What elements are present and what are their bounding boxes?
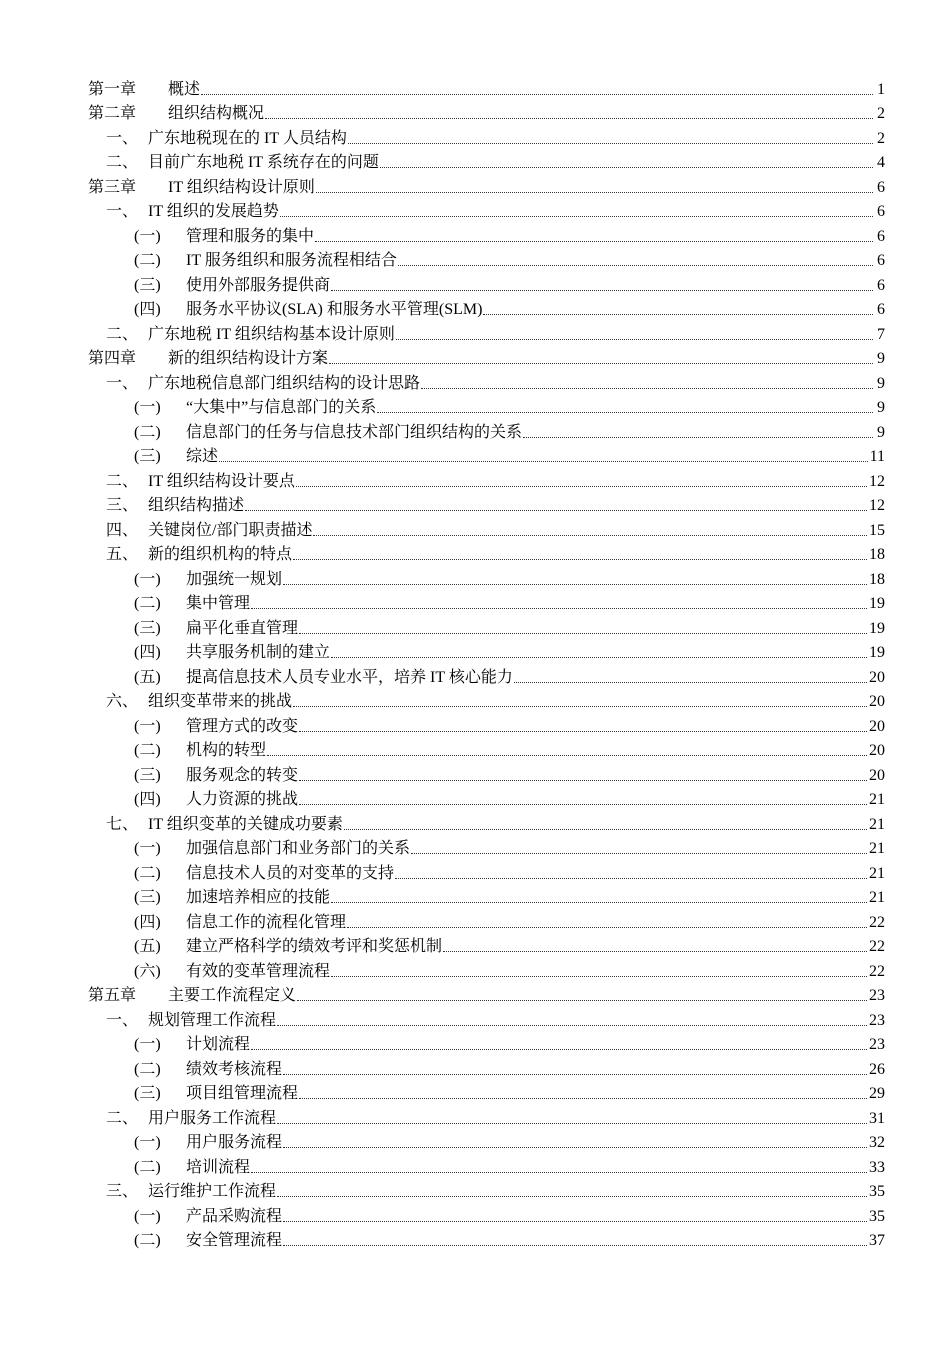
toc-entry-page-number: 6 — [877, 276, 885, 294]
toc-dot-leader — [299, 779, 867, 781]
toc-entry-page-number: 4 — [877, 154, 885, 171]
toc-entry-title: 广东地税信息部门组织结构的设计思路 — [148, 374, 421, 392]
toc-entry-page-number: 18 — [869, 546, 885, 563]
toc-entry-page-number: 9 — [877, 374, 885, 392]
toc-entry-page-number: 23 — [869, 987, 885, 1004]
toc-entry-page-number: 15 — [869, 521, 885, 539]
toc-dot-leader — [421, 387, 873, 389]
toc-entry[interactable] — [0, 1030, 885, 1055]
toc-entry[interactable] — [0, 74, 885, 99]
toc-entry-page-number: 6 — [877, 178, 885, 196]
toc-entry[interactable] — [0, 858, 885, 883]
toc-dot-leader — [344, 828, 867, 830]
toc-entry-number: 第二章 — [88, 105, 137, 122]
toc-dot-leader — [265, 117, 873, 119]
toc-entry-page-number: 35 — [869, 1183, 885, 1200]
toc-entry[interactable] — [0, 246, 885, 271]
toc-entry-number: (一) — [134, 1036, 161, 1053]
toc-entry[interactable] — [0, 1201, 885, 1226]
toc-dot-leader — [396, 338, 873, 340]
toc-entry[interactable] — [0, 785, 885, 810]
toc-entry-number: (四) — [134, 644, 161, 661]
toc-entry-number: (一) — [134, 227, 161, 245]
toc-entry-page-number: 12 — [869, 497, 885, 514]
toc-entry[interactable] — [0, 466, 885, 491]
toc-entry-number: 第一章 — [88, 80, 137, 98]
toc-entry[interactable] — [0, 1005, 885, 1030]
toc-entry-number: (三) — [134, 276, 161, 294]
toc-entry-title: 使用外部服务提供商 — [186, 276, 331, 294]
toc-entry-title: 组织结构概况 — [168, 105, 265, 122]
toc-dot-leader — [296, 485, 867, 487]
toc-entry-title: 人力资源的挑战 — [186, 791, 299, 808]
table-of-contents — [0, 74, 950, 1250]
toc-entry-page-number: 35 — [869, 1207, 885, 1225]
toc-entry[interactable] — [0, 491, 885, 516]
toc-entry-page-number: 19 — [869, 595, 885, 612]
toc-entry-number: (一) — [134, 1134, 161, 1151]
toc-entry-title: 管理和服务的集中 — [186, 227, 315, 245]
toc-entry-title: 目前广东地税 IT 系统存在的问题 — [148, 154, 379, 171]
toc-entry-title: 服务水平协议(SLA) 和服务水平管理(SLM) — [186, 301, 483, 318]
toc-dot-leader — [348, 142, 873, 144]
toc-entry-title: 培训流程 — [186, 1158, 251, 1176]
toc-entry[interactable] — [0, 540, 885, 565]
toc-entry[interactable] — [0, 123, 885, 148]
toc-entry-title: “大集中”与信息部门的关系 — [186, 399, 377, 416]
toc-entry-number: (二) — [134, 252, 161, 269]
toc-entry-number: (一) — [134, 717, 161, 735]
toc-entry-page-number: 29 — [869, 1085, 885, 1102]
toc-entry[interactable] — [0, 344, 885, 369]
toc-entry[interactable] — [0, 932, 885, 957]
toc-entry[interactable] — [0, 736, 885, 761]
toc-dot-leader — [316, 191, 873, 193]
toc-entry[interactable] — [0, 1226, 885, 1251]
toc-entry-title: 有效的变革管理流程 — [186, 962, 331, 980]
toc-entry[interactable] — [0, 1103, 885, 1128]
toc-dot-leader — [297, 999, 867, 1001]
toc-entry-number: (一) — [134, 840, 161, 857]
toc-entry-title: 广东地税 IT 组织结构基本设计原则 — [148, 325, 395, 343]
toc-entry[interactable] — [0, 515, 885, 540]
toc-entry[interactable] — [0, 589, 885, 614]
toc-entry-page-number: 20 — [869, 742, 885, 759]
toc-dot-leader — [283, 1073, 867, 1075]
toc-dot-leader — [251, 607, 867, 609]
toc-entry-title: 用户服务流程 — [186, 1134, 283, 1151]
toc-dot-leader — [299, 730, 867, 732]
toc-entry-page-number: 2 — [877, 129, 885, 147]
toc-entry-number: (二) — [134, 742, 161, 759]
toc-entry[interactable] — [0, 711, 885, 736]
toc-entry-title: 主要工作流程定义 — [168, 987, 297, 1004]
toc-entry-page-number: 21 — [869, 791, 885, 808]
toc-entry-number: 一、 — [106, 203, 139, 220]
toc-entry[interactable] — [0, 1152, 885, 1177]
toc-entry-title: 信息技术人员的对变革的支持 — [186, 864, 395, 882]
toc-entry-title: IT 服务组织和服务流程相结合 — [186, 252, 397, 269]
toc-entry-page-number: 20 — [869, 693, 885, 710]
toc-entry[interactable] — [0, 221, 885, 246]
toc-entry[interactable] — [0, 1054, 885, 1079]
toc-entry-page-number: 7 — [877, 325, 885, 343]
toc-entry[interactable] — [0, 760, 885, 785]
toc-entry-number: (四) — [134, 913, 161, 931]
toc-entry-number: 第四章 — [88, 350, 137, 367]
toc-dot-leader — [283, 583, 867, 585]
toc-entry-number: 二、 — [106, 154, 139, 171]
toc-entry-number: (五) — [134, 668, 161, 686]
toc-dot-leader — [299, 803, 867, 805]
toc-entry-title: 建立严格科学的绩效考评和奖惩机制 — [186, 938, 443, 955]
toc-entry-title: 组织变革带来的挑战 — [148, 693, 293, 710]
toc-entry-page-number: 20 — [869, 717, 885, 735]
toc-entry[interactable] — [0, 1177, 885, 1202]
toc-entry-number: 三、 — [106, 1183, 139, 1200]
toc-entry[interactable] — [0, 883, 885, 908]
toc-dot-leader — [293, 558, 867, 560]
toc-entry-number: 三、 — [106, 497, 139, 514]
toc-entry-title: 综述 — [186, 448, 219, 465]
toc-dot-leader — [523, 436, 873, 438]
toc-entry-number: (四) — [134, 791, 161, 808]
toc-entry-title: 加强统一规划 — [186, 570, 283, 588]
toc-dot-leader — [331, 656, 867, 658]
toc-entry-title: 规划管理工作流程 — [148, 1011, 277, 1029]
toc-entry-title: 产品采购流程 — [186, 1207, 283, 1225]
toc-dot-leader — [313, 534, 867, 536]
toc-entry-title: 信息部门的任务与信息技术部门组织结构的关系 — [186, 423, 523, 441]
toc-entry-page-number: 12 — [869, 472, 885, 490]
toc-entry-title: 安全管理流程 — [186, 1232, 283, 1249]
toc-entry-number: 一、 — [106, 129, 139, 147]
toc-entry-title: 用户服务工作流程 — [148, 1109, 277, 1127]
toc-entry-number: (二) — [134, 1060, 161, 1078]
toc-entry-title: 信息工作的流程化管理 — [186, 913, 347, 931]
toc-entry-page-number: 9 — [877, 350, 885, 367]
toc-entry-title: IT 组织结构设计要点 — [148, 472, 295, 490]
toc-entry-number: (六) — [134, 962, 161, 980]
toc-entry-number: 七、 — [106, 815, 139, 833]
toc-entry-page-number: 22 — [869, 962, 885, 980]
toc-entry[interactable] — [0, 613, 885, 638]
toc-dot-leader — [315, 240, 873, 242]
toc-entry-title: 概述 — [168, 80, 201, 98]
toc-entry-number: (二) — [134, 864, 161, 882]
toc-entry-number: (一) — [134, 570, 161, 588]
toc-entry-title: 加强信息部门和业务部门的关系 — [186, 840, 411, 857]
toc-entry-page-number: 31 — [869, 1109, 885, 1127]
toc-entry[interactable] — [0, 197, 885, 222]
toc-entry-number: 二、 — [106, 472, 139, 490]
toc-entry-number: (三) — [134, 619, 161, 637]
toc-entry-number: 二、 — [106, 325, 139, 343]
toc-entry-page-number: 21 — [869, 815, 885, 833]
toc-entry-number: (二) — [134, 423, 161, 441]
toc-entry-title: 新的组织结构设计方案 — [168, 350, 329, 367]
toc-entry-title: 广东地税现在的 IT 人员结构 — [148, 129, 347, 147]
toc-dot-leader — [377, 411, 873, 413]
toc-entry-page-number: 21 — [869, 889, 885, 906]
toc-entry[interactable] — [0, 687, 885, 712]
toc-entry-number: (四) — [134, 301, 161, 318]
toc-entry-title: 集中管理 — [186, 595, 251, 612]
toc-dot-leader — [483, 313, 873, 315]
toc-entry-page-number: 22 — [869, 938, 885, 955]
toc-entry-number: (五) — [134, 938, 161, 955]
toc-entry[interactable] — [0, 1128, 885, 1153]
toc-dot-leader — [331, 289, 873, 291]
toc-entry-page-number: 6 — [877, 252, 885, 269]
toc-entry-page-number: 33 — [869, 1158, 885, 1176]
toc-dot-leader — [283, 1244, 867, 1246]
toc-entry-number: 二、 — [106, 1109, 139, 1127]
toc-entry-title: 计划流程 — [186, 1036, 251, 1053]
toc-entry[interactable] — [0, 956, 885, 981]
toc-entry-page-number: 23 — [869, 1036, 885, 1053]
toc-entry[interactable] — [0, 270, 885, 295]
toc-entry[interactable] — [0, 907, 885, 932]
toc-entry-number: 一、 — [106, 1011, 139, 1029]
toc-dot-leader — [331, 901, 867, 903]
toc-entry-title: 加速培养相应的技能 — [186, 889, 331, 906]
toc-entry-page-number: 6 — [877, 203, 885, 220]
toc-entry-number: (二) — [134, 1158, 161, 1176]
toc-entry-title: 机构的转型 — [186, 742, 267, 759]
toc-dot-leader — [411, 852, 867, 854]
toc-entry[interactable] — [0, 564, 885, 589]
toc-dot-leader — [251, 1171, 867, 1173]
toc-entry-number: 一、 — [106, 374, 139, 392]
toc-entry-number: 第三章 — [88, 178, 137, 196]
toc-entry-title: IT 组织结构设计原则 — [168, 178, 315, 196]
toc-entry[interactable] — [0, 368, 885, 393]
toc-entry[interactable] — [0, 99, 885, 124]
toc-dot-leader — [277, 1195, 867, 1197]
toc-entry[interactable] — [0, 172, 885, 197]
toc-entry-page-number: 32 — [869, 1134, 885, 1151]
toc-dot-leader — [293, 705, 867, 707]
toc-entry-page-number: 23 — [869, 1011, 885, 1029]
toc-dot-leader — [245, 509, 867, 511]
toc-entry-page-number: 19 — [869, 644, 885, 661]
toc-dot-leader — [251, 1048, 867, 1050]
toc-entry-page-number: 6 — [877, 301, 885, 318]
toc-entry[interactable] — [0, 981, 885, 1006]
toc-dot-leader — [299, 1097, 867, 1099]
toc-entry-number: 第五章 — [88, 987, 137, 1004]
toc-entry-title: 共享服务机制的建立 — [186, 644, 331, 661]
toc-entry-page-number: 9 — [877, 399, 885, 416]
toc-entry-title: 绩效考核流程 — [186, 1060, 283, 1078]
toc-dot-leader — [280, 215, 873, 217]
toc-entry-number: (三) — [134, 1085, 161, 1102]
toc-dot-leader — [380, 166, 873, 168]
toc-entry[interactable] — [0, 393, 885, 418]
toc-dot-leader — [283, 1220, 867, 1222]
toc-entry[interactable] — [0, 662, 885, 687]
toc-entry-number: 五、 — [106, 546, 139, 563]
toc-entry-page-number: 37 — [869, 1232, 885, 1249]
toc-dot-leader — [443, 950, 867, 952]
toc-entry-title: 新的组织机构的特点 — [148, 546, 293, 563]
toc-entry[interactable] — [0, 1079, 885, 1104]
toc-entry-page-number: 20 — [869, 766, 885, 784]
toc-dot-leader — [201, 93, 873, 95]
toc-dot-leader — [514, 681, 867, 683]
toc-entry-number: (一) — [134, 399, 161, 416]
toc-entry-page-number: 19 — [869, 619, 885, 637]
toc-entry-page-number: 11 — [869, 448, 885, 465]
toc-entry[interactable] — [0, 809, 885, 834]
toc-entry-page-number: 2 — [877, 105, 885, 122]
toc-entry-title: 服务观念的转变 — [186, 766, 299, 784]
toc-entry-page-number: 18 — [869, 570, 885, 588]
toc-dot-leader — [267, 754, 867, 756]
toc-entry[interactable] — [0, 417, 885, 442]
toc-entry-number: (三) — [134, 889, 161, 906]
toc-entry[interactable] — [0, 442, 885, 467]
toc-entry-number: (三) — [134, 766, 161, 784]
toc-entry-page-number: 21 — [869, 864, 885, 882]
toc-entry-title: 管理方式的改变 — [186, 717, 299, 735]
toc-entry-number: 四、 — [106, 521, 139, 539]
toc-entry[interactable] — [0, 319, 885, 344]
toc-entry-number: 六、 — [106, 693, 139, 710]
toc-dot-leader — [398, 264, 873, 266]
toc-entry-title: IT 组织变革的关键成功要素 — [148, 815, 343, 833]
toc-entry-title: 扁平化垂直管理 — [186, 619, 299, 637]
toc-entry-title: 项目组管理流程 — [186, 1085, 299, 1102]
toc-dot-leader — [277, 1024, 867, 1026]
toc-entry-number: (一) — [134, 1207, 161, 1225]
toc-entry-number: (二) — [134, 595, 161, 612]
toc-dot-leader — [283, 1146, 867, 1148]
toc-entry[interactable] — [0, 638, 885, 663]
toc-entry-title: 关键岗位/部门职责描述 — [148, 521, 313, 539]
toc-dot-leader — [277, 1122, 867, 1124]
toc-entry-number: (三) — [134, 448, 161, 465]
toc-entry[interactable] — [0, 148, 885, 173]
toc-entry-page-number: 6 — [877, 227, 885, 245]
toc-entry-number: (二) — [134, 1232, 161, 1249]
toc-dot-leader — [331, 975, 867, 977]
toc-entry-page-number: 20 — [869, 668, 885, 686]
toc-entry-title: IT 组织的发展趋势 — [148, 203, 279, 220]
toc-entry-page-number: 22 — [869, 913, 885, 931]
toc-entry[interactable] — [0, 834, 885, 859]
toc-dot-leader — [329, 362, 873, 364]
toc-entry-title: 组织结构描述 — [148, 497, 245, 514]
toc-entry-page-number: 26 — [869, 1060, 885, 1078]
toc-entry-page-number: 9 — [877, 423, 885, 441]
toc-dot-leader — [347, 926, 867, 928]
toc-entry[interactable] — [0, 295, 885, 320]
toc-entry-page-number: 21 — [869, 840, 885, 857]
toc-entry-page-number: 1 — [877, 80, 885, 98]
toc-dot-leader — [395, 877, 867, 879]
toc-dot-leader — [299, 632, 867, 634]
toc-entry-title: 提高信息技术人员专业水平，培养 IT 核心能力 — [186, 668, 513, 686]
toc-entry-title: 运行维护工作流程 — [148, 1183, 277, 1200]
toc-dot-leader — [219, 460, 868, 462]
